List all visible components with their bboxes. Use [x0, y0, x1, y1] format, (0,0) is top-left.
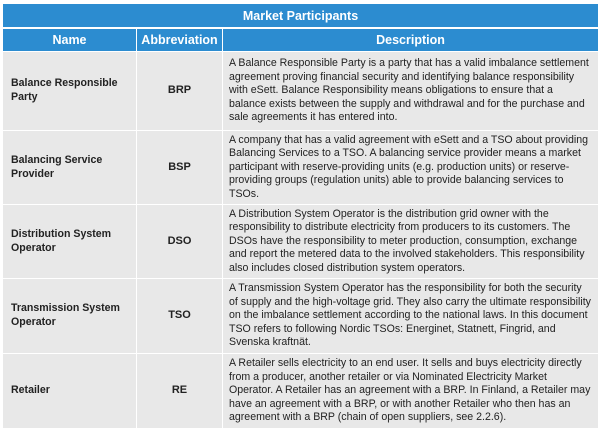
participant-description: A Distribution System Operator is the distribution grid owner with the responsibility to distribute electricity from producers to its customers. The DSOs have the responsibility to meter production, consumption, exchange and report the metered data to the involved stakeholders. This responsibility also includes closed distribution system operators. — [223, 205, 599, 279]
participant-description: A Transmission System Operator has the responsibility for both the security of supply and the high-voltage grid. They also carry the ultimate responsibility on the imbalance settlement according to the national laws. In this document TSO refers to following Nordic TSOs: Energinet, Statnett, Fingrid, and Svenska kraftnät. — [223, 279, 599, 354]
participant-name: Retailer — [3, 354, 137, 429]
header-description: Description — [223, 28, 599, 52]
table-title-row — [3, 4, 599, 29]
participant-description: A Balance Responsible Party is a party that has a valid imbalance settlement agreement proving financial security and identifying balance responsibility with eSett. Balance Responsibility means obligations to ensure that a balance exists between the supply and withdrawal and for the purchase and sale agreements it has entered into. — [223, 52, 599, 131]
participant-abbreviation: BRP — [137, 52, 223, 131]
market-participants-table-container — [2, 3, 598, 429]
table-row — [3, 279, 599, 354]
participant-name: Transmission System Operator — [3, 279, 137, 354]
participant-name: Balancing Service Provider — [3, 131, 137, 205]
participant-abbreviation: DSO — [137, 205, 223, 279]
table-title: Market Participants — [3, 4, 599, 29]
participant-description: A company that has a valid agreement with eSett and a TSO about providing Balancing Services to a TSO. A balancing service provider means a market participant with reserve-providing units (e.g. production units) or reserve-providing groups (regulation units) able to provide balancing services to TSOs. — [223, 131, 599, 205]
participant-abbreviation: TSO — [137, 279, 223, 354]
table-row — [3, 205, 599, 279]
participant-abbreviation: RE — [137, 354, 223, 429]
participant-description: A Retailer sells electricity to an end user. It sells and buys electricity directly from a producer, another retailer or via Nominated Electricity Market Operator. A Retailer has an agreement with a BRP. In Finland, a Retailer may have an agreement with a BRP, or with another Retailer who then has an agreement with a BRP (chain of open suppliers, see 2.2.6). — [223, 354, 599, 429]
table-row — [3, 354, 599, 429]
header-name: Name — [3, 28, 137, 52]
participant-abbreviation: BSP — [137, 131, 223, 205]
table-row — [3, 131, 599, 205]
table-row — [3, 52, 599, 131]
header-abbreviation: Abbreviation — [137, 28, 223, 52]
participant-name: Balance Responsible Party — [3, 52, 137, 131]
table-header-row — [3, 28, 599, 52]
market-participants-table — [2, 3, 599, 429]
participant-name: Distribution System Operator — [3, 205, 137, 279]
